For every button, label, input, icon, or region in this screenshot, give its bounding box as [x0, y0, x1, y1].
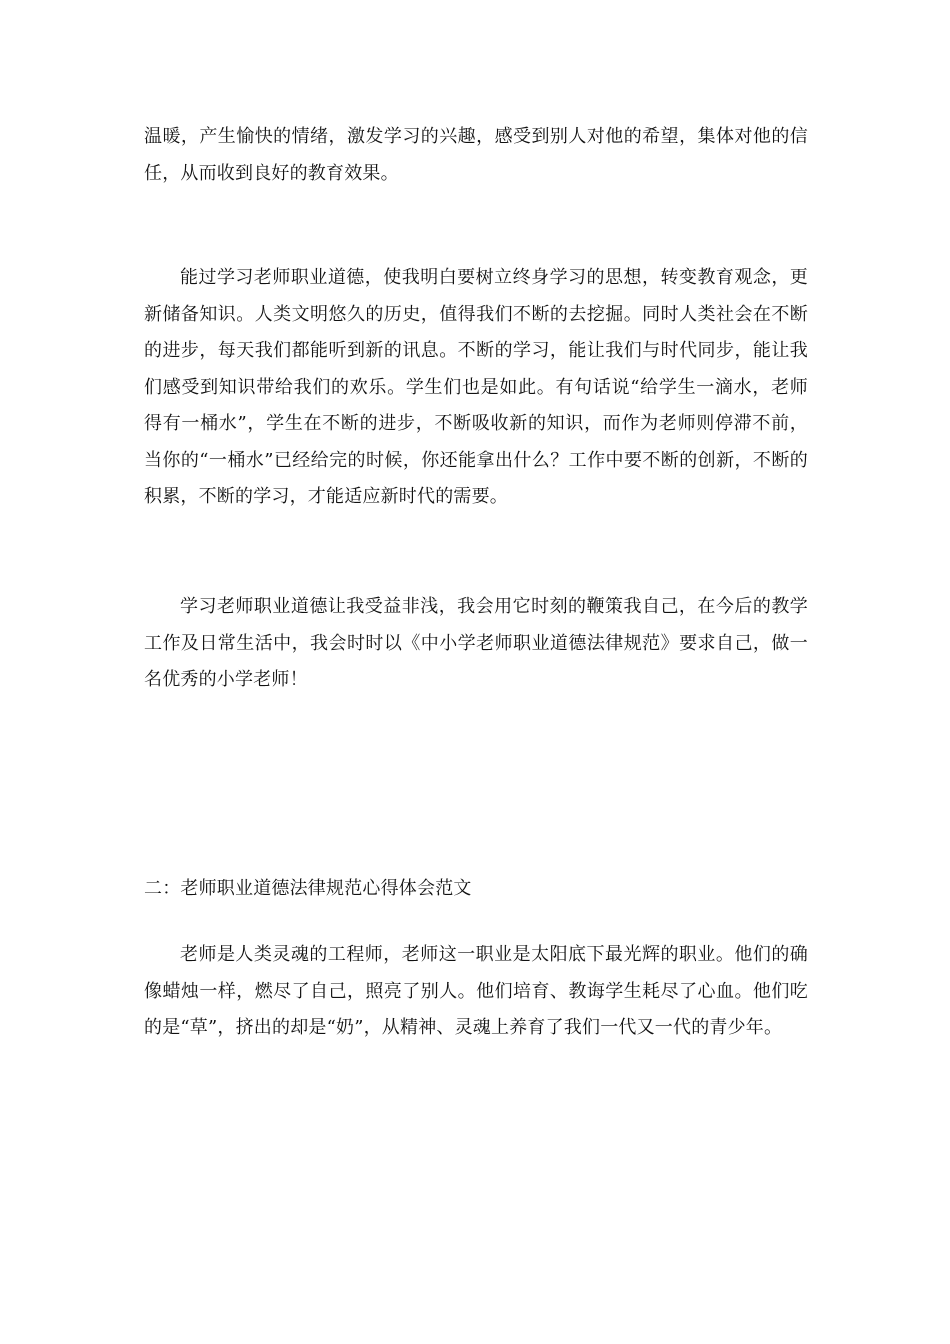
paragraph-conclusion: 学习老师职业道德让我受益非浅，我会用它时刻的鞭策我自己，在今后的教学工作及日常生活中，我会时时以《中小学老师职业道德法律规范》要求自己，做一名优秀的小学老师！ — [144, 596, 808, 690]
paragraph-continuation: 温暖，产生愉快的情绪，激发学习的兴趣，感受到别人对他的希望，集体对他的信任，从而收到良好的教育效果。 — [144, 126, 808, 184]
paragraph-lifelong-learning: 能过学习老师职业道德，使我明白要树立终身学习的思想，转变教育观念，更新储备知识。人类文明悠久的历史，值得我们不断的去挖掘。同时人类社会在不断的进步，每天我们都能听到新的讯息。不断的学习，能让我们与时代同步，能让我们感受到知识带给我们的欢乐。学生们也是如此。有句话说“给学生一滴水，老师得有一桶水”，学生在不断的进步，不断吸收新的知识，而作为老师则停滞不前，当你的“一桶水”已经给完的时候，你还能拿出什么？工作中要不断的创新，不断的积累，不断的学习，才能适应新时代的需要。 — [144, 267, 808, 507]
section-heading: 二：老师职业道德法律规范心得体会范文 — [144, 878, 472, 899]
paragraph-teacher-praise: 老师是人类灵魂的工程师，老师这一职业是太阳底下最光辉的职业。他们的确像蜡烛一样，燃尽了自己，照亮了别人。他们培育、教诲学生耗尽了心血。他们吃的是“草”，挤出的却是“奶”，从精神、灵魂上养育了我们一代又一代的青少年。 — [144, 944, 808, 1038]
